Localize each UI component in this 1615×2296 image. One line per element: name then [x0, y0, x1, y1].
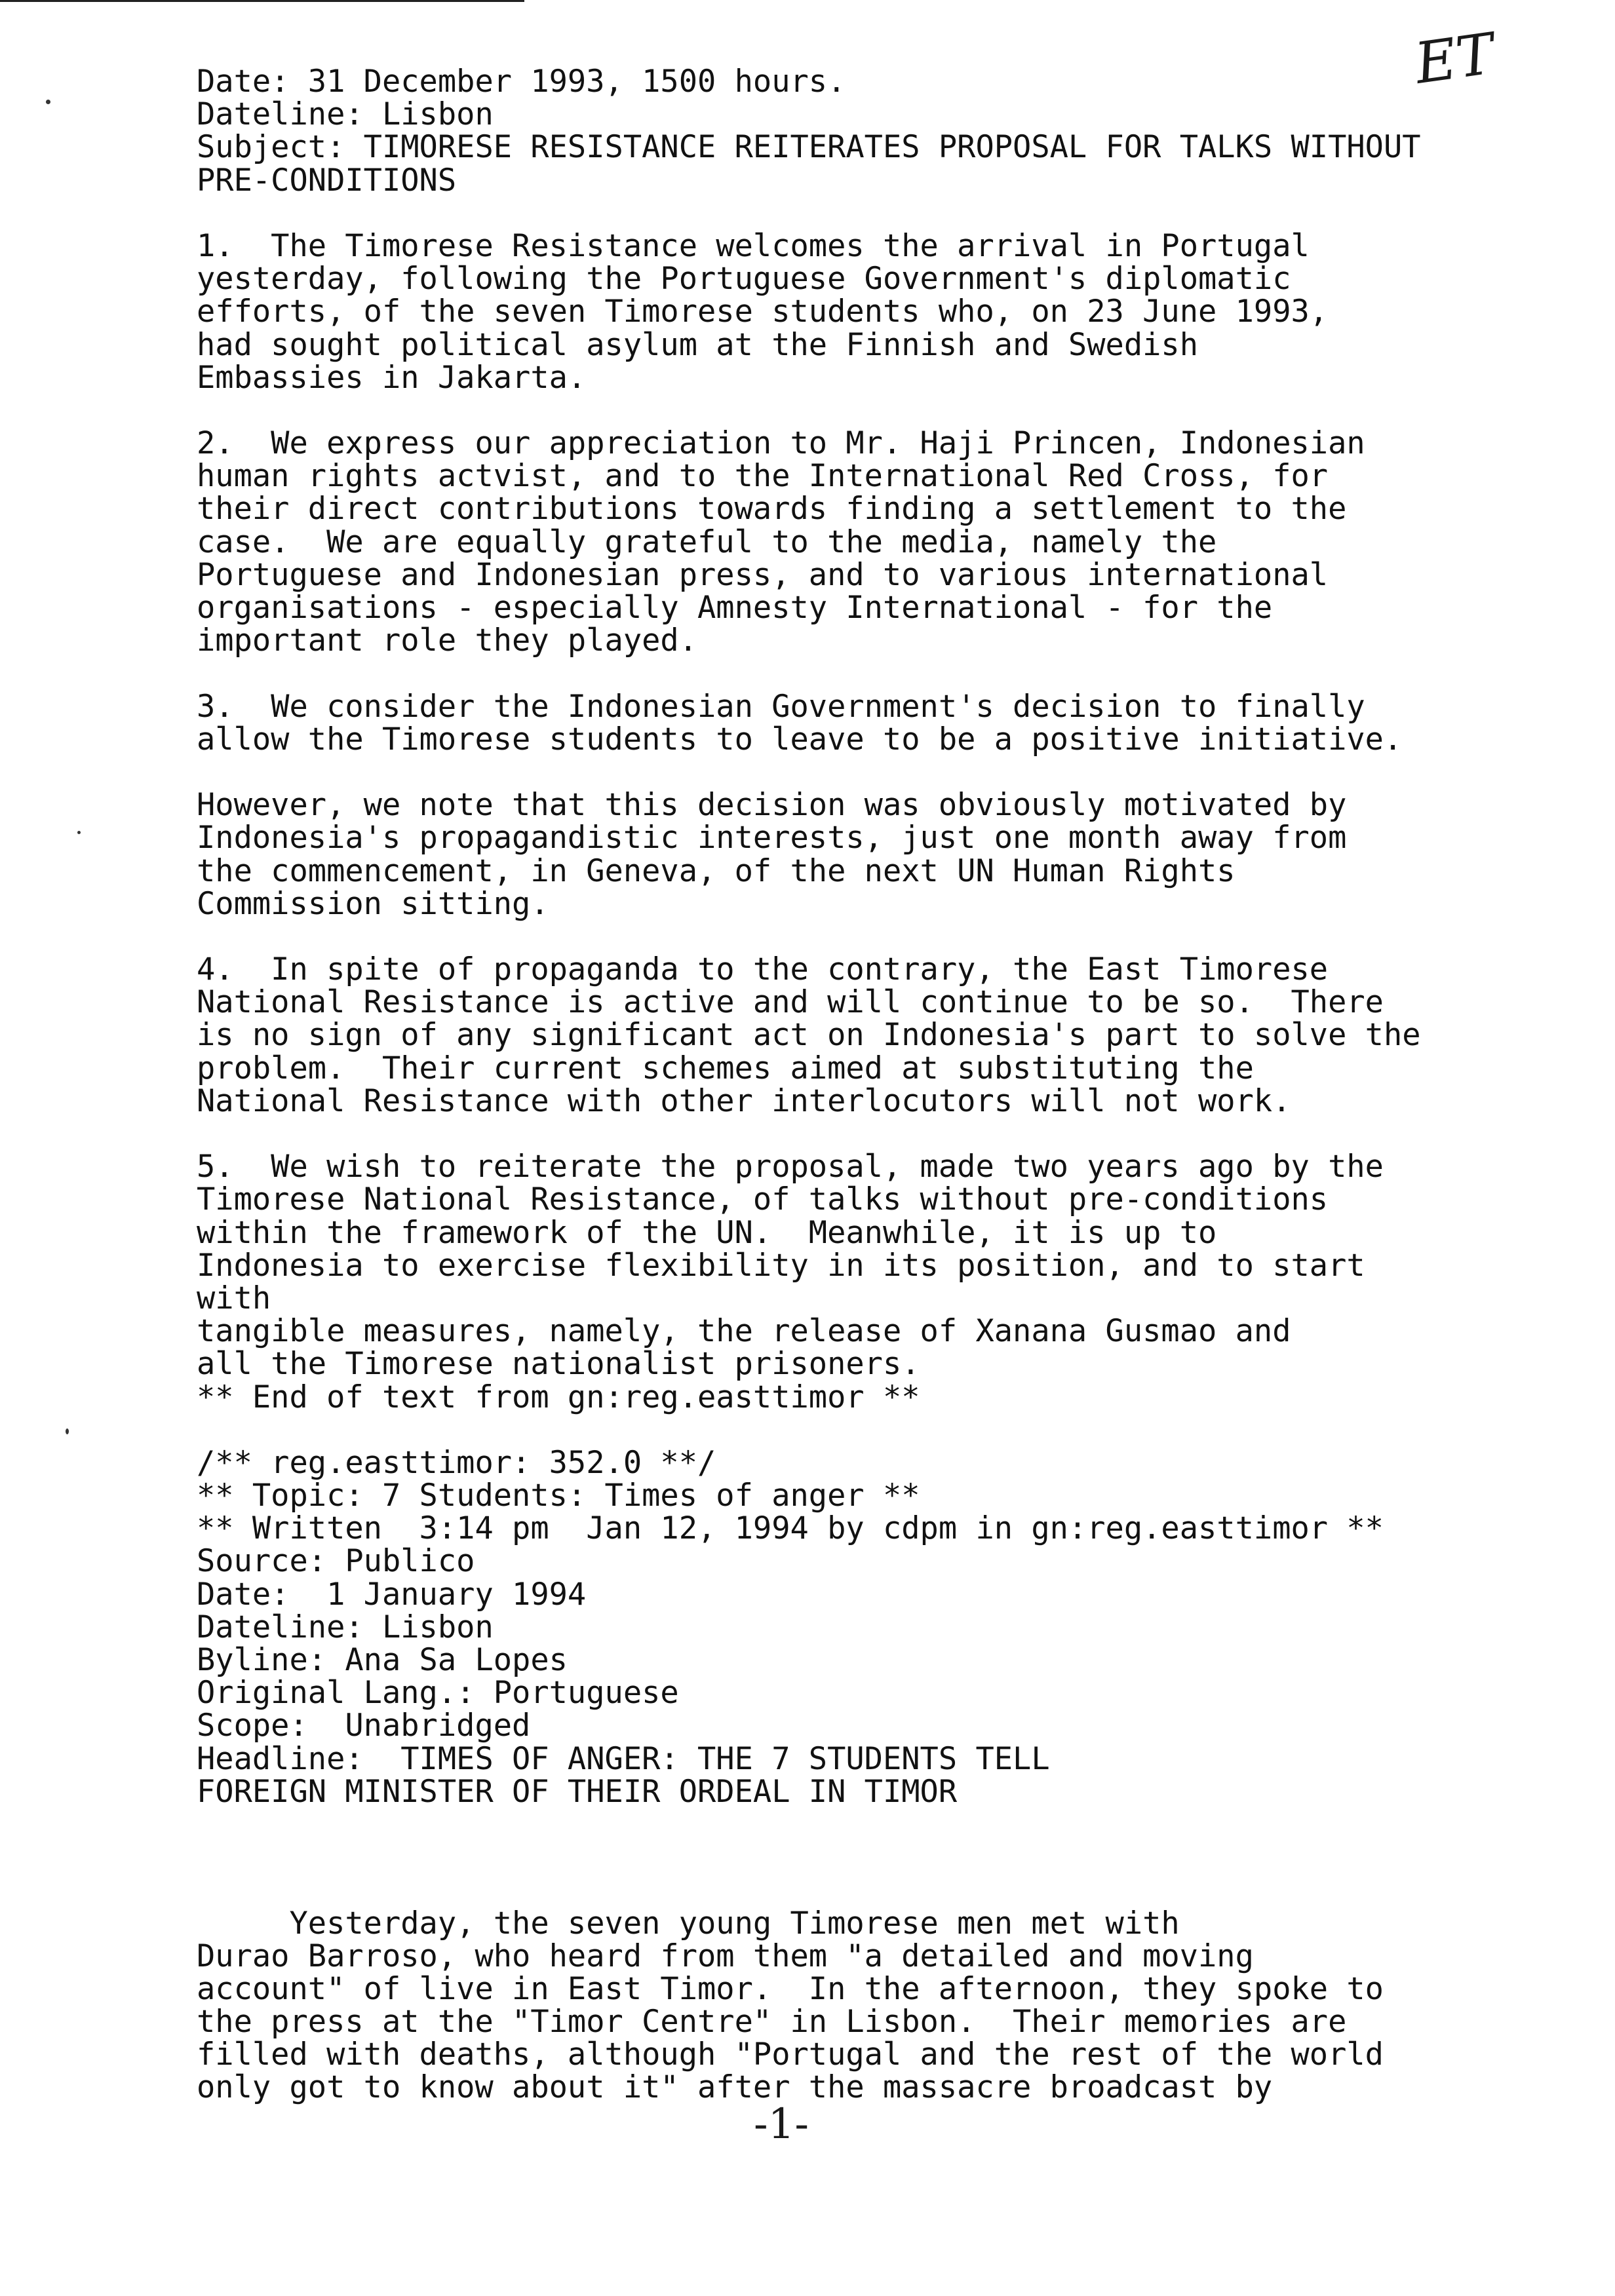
text-line: National Resistance is active and will continue to be so. There [197, 984, 1384, 1021]
text-line: However, we note that this decision was obviously motivated by [197, 787, 1347, 824]
text-line: with [197, 1280, 271, 1316]
scan-speck [66, 1428, 69, 1434]
text-line: Subject: TIMORESE RESISTANCE REITERATES PROPOSAL FOR TALKS WITHOUT [197, 129, 1421, 166]
scan-speck [77, 831, 81, 834]
text-line: case. We are equally grateful to the media, namely the [197, 524, 1217, 560]
text-line: account" of live in East Timor. In the afternoon, they spoke to [197, 1970, 1384, 2007]
page-number: -1- [754, 2100, 809, 2149]
text-line: Dateline: Lisbon [197, 96, 494, 133]
blank-line [197, 1808, 1560, 1841]
text-line: filled with deaths, although "Portugal and the rest of the world [197, 2037, 1384, 2073]
text-line: important role they played. [197, 622, 698, 659]
text-line: their direct contributions towards finding a settlement to the [197, 491, 1347, 527]
text-line: the press at the "Timor Centre" in Lisbon. Their memories are [197, 2004, 1347, 2040]
scan-edge-line [0, 0, 524, 2]
text-line: 3. We consider the Indonesian Government's decision to finally [197, 688, 1365, 725]
blank-line [197, 657, 1560, 690]
blank-line [197, 394, 1560, 427]
text-line: Date: 1 January 1994 [197, 1576, 587, 1613]
text-line: FOREIGN MINISTER OF THEIR ORDEAL IN TIMOR [197, 1773, 958, 1810]
text-line: National Resistance with other interlocutors will not work. [197, 1082, 1291, 1119]
text-line: ** End of text from gn:reg.easttimor ** [197, 1379, 920, 1415]
blank-line [197, 921, 1560, 953]
text-line: all the Timorese nationalist prisoners. [197, 1346, 920, 1383]
text-line: had sought political asylum at the Finnish and Swedish [197, 326, 1199, 363]
text-line: Commission sitting. [197, 885, 549, 922]
text-line: Original Lang.: Portuguese [197, 1675, 679, 1712]
text-line: 1. The Timorese Resistance welcomes the arrival in Portugal [197, 227, 1310, 264]
text-line: within the framework of the UN. Meanwhile, it is up to [197, 1214, 1217, 1251]
document-text [197, 66, 1560, 2105]
text-line: Portuguese and Indonesian press, and to various international [197, 556, 1329, 593]
text-line: Timorese National Resistance, of talks without pre-conditions [197, 1181, 1329, 1218]
text-line: 2. We express our appreciation to Mr. Haji Princen, Indonesian [197, 425, 1365, 462]
blank-line [197, 1874, 1560, 1907]
text-line: human rights actvist, and to the International Red Cross, for [197, 458, 1329, 495]
text-line: Byline: Ana Sa Lopes [197, 1642, 568, 1678]
text-line: ** Topic: 7 Students: Times of anger ** [197, 1478, 920, 1514]
text-line: PRE-CONDITIONS [197, 162, 457, 199]
text-line: Durao Barroso, who heard from them "a detailed and moving [197, 1938, 1254, 1974]
text-line: is no sign of any significant act on Indonesia's part to solve the [197, 1017, 1421, 1054]
text-line: tangible measures, namely, the release of Xanana Gusmao and [197, 1313, 1291, 1350]
text-line: Indonesia to exercise flexibility in its position, and to start [197, 1247, 1365, 1284]
blank-line [197, 1841, 1560, 1874]
blank-line [197, 1414, 1560, 1447]
text-line: Yesterday, the seven young Timorese men met with [197, 1905, 1180, 1942]
text-line: Date: 31 December 1993, 1500 hours. [197, 64, 846, 100]
text-line: /** reg.easttimor: 352.0 **/ [197, 1444, 716, 1481]
text-line: 4. In spite of propaganda to the contrary, the East Timorese [197, 951, 1329, 988]
text-line: ** Written 3:14 pm Jan 12, 1994 by cdpm in gn:reg.easttimor ** [197, 1510, 1384, 1547]
blank-line [197, 197, 1560, 230]
text-line: Embassies in Jakarta. [197, 359, 587, 396]
handwritten-initials: ET [1411, 21, 1498, 97]
blank-line [197, 756, 1560, 789]
text-line: the commencement, in Geneva, of the next UN Human Rights [197, 852, 1236, 889]
text-line: allow the Timorese students to leave to be a positive initiative. [197, 721, 1403, 757]
blank-line [197, 1118, 1560, 1151]
text-line: efforts, of the seven Timorese students who, on 23 June 1993, [197, 294, 1329, 330]
text-line: yesterday, following the Portuguese Government's diplomatic [197, 261, 1291, 297]
text-line: Headline: TIMES OF ANGER: THE 7 STUDENTS TELL [197, 1740, 1050, 1777]
scan-speck [46, 100, 50, 104]
text-line: only got to know about it" after the massacre broadcast by [197, 2069, 1273, 2106]
text-line: Source: Publico [197, 1543, 475, 1580]
text-line: organisations - especially Amnesty International - for the [197, 590, 1273, 626]
text-line: Indonesia's propagandistic interests, just one month away from [197, 820, 1347, 856]
text-line: Scope: Unabridged [197, 1708, 531, 1744]
text-line: Dateline: Lisbon [197, 1609, 494, 1645]
text-line: problem. Their current schemes aimed at substituting the [197, 1050, 1254, 1086]
text-line: 5. We wish to reiterate the proposal, made two years ago by the [197, 1149, 1384, 1185]
